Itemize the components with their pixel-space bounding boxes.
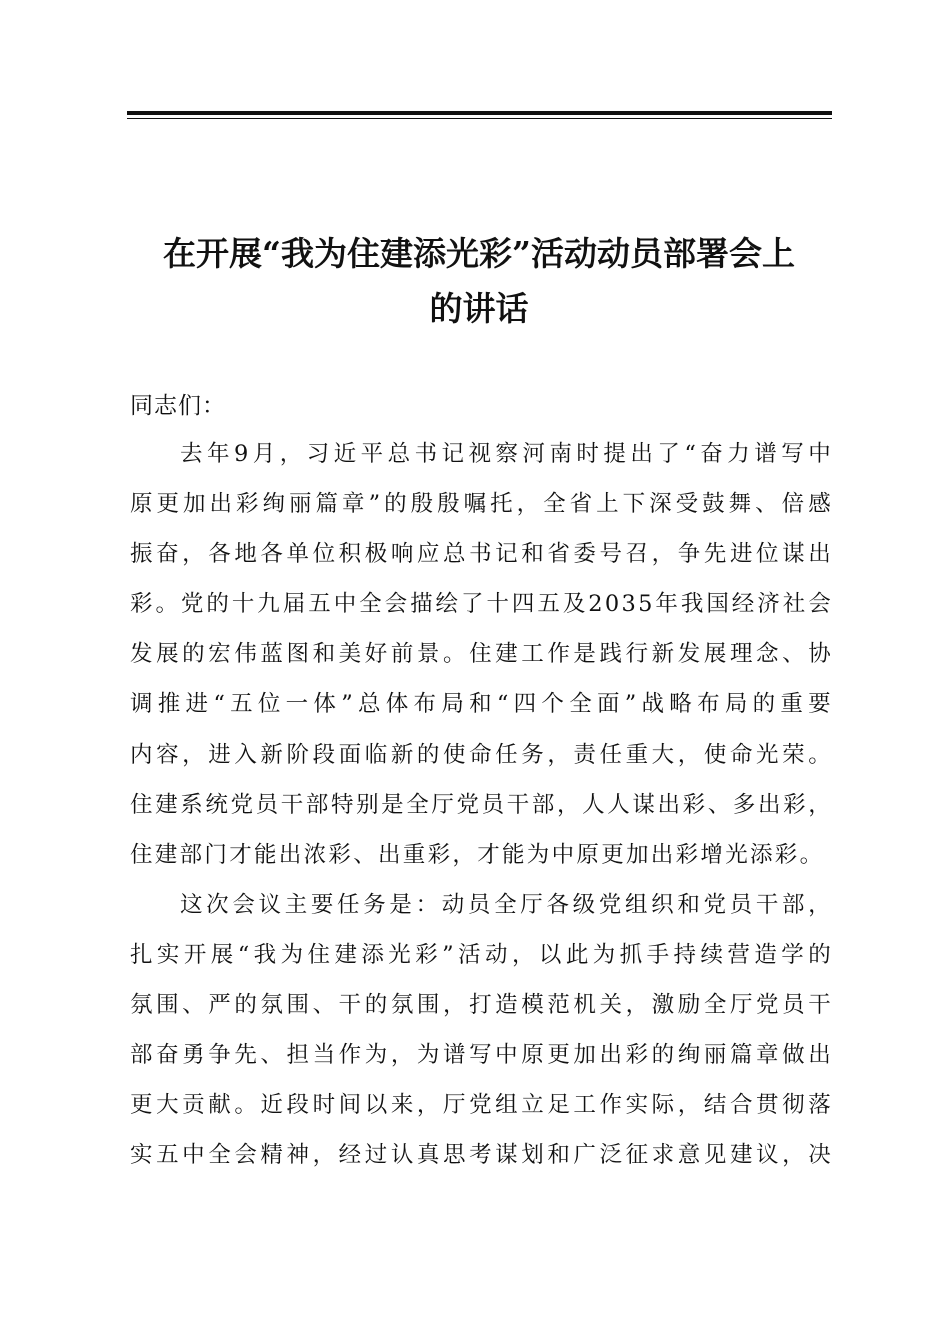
body-line: 原更加出彩绚丽篇章”的殷殷嘱托，全省上下深受鼓舞、倍感 <box>130 491 833 518</box>
body-line: 部奋勇争先、担当作为，为谱写中原更加出彩的绚丽篇章做出 <box>130 1042 833 1069</box>
body-line: 彩。党的十九届五中全会描绘了十四五及2035年我国经济社会 <box>130 591 833 618</box>
document-title <box>118 226 840 336</box>
body-line: 氛围、严的氛围、干的氛围，打造模范机关，激励全厅党员干 <box>130 992 833 1019</box>
title-line-1: 在开展“我为住建添光彩”活动动员部署会上 <box>163 234 795 273</box>
body-line: 实五中全会精神，经过认真思考谋划和广泛征求意见建议，决 <box>130 1142 833 1169</box>
header-double-rule <box>127 111 832 120</box>
header-rule-thin <box>127 118 832 119</box>
body-line: 发展的宏伟蓝图和美好前景。住建工作是践行新发展理念、协 <box>130 641 833 668</box>
header-rule-thick <box>127 111 832 115</box>
document-body <box>130 432 833 1183</box>
body-line: 更大贡献。近段时间以来，厅党组立足工作实际，结合贯彻落 <box>130 1092 833 1119</box>
body-line: 去年9月，习近平总书记视察河南时提出了“奋力谱写中 <box>180 441 833 467</box>
body-line: 住建系统党员干部特别是全厅党员干部，人人谋出彩、多出彩， <box>130 791 833 818</box>
body-line: 扎实开展“我为住建添光彩”活动，以此为抓手持续营造学的 <box>130 941 833 968</box>
body-line: 振奋，各地各单位积极响应总书记和省委号召，争先进位谋出 <box>130 541 833 568</box>
title-line-2: 的讲话 <box>429 289 529 328</box>
body-line: 这次会议主要任务是：动员全厅各级党组织和党员干部， <box>180 891 833 918</box>
body-line: 住建部门才能出浓彩、出重彩，才能为中原更加出彩增光添彩。 <box>130 841 825 868</box>
body-line: 调推进“五位一体”总体布局和“四个全面”战略布局的重要 <box>130 691 833 718</box>
body-line: 内容，进入新阶段面临新的使命任务，责任重大，使命光荣。 <box>130 741 833 768</box>
salutation: 同志们： <box>130 393 226 419</box>
